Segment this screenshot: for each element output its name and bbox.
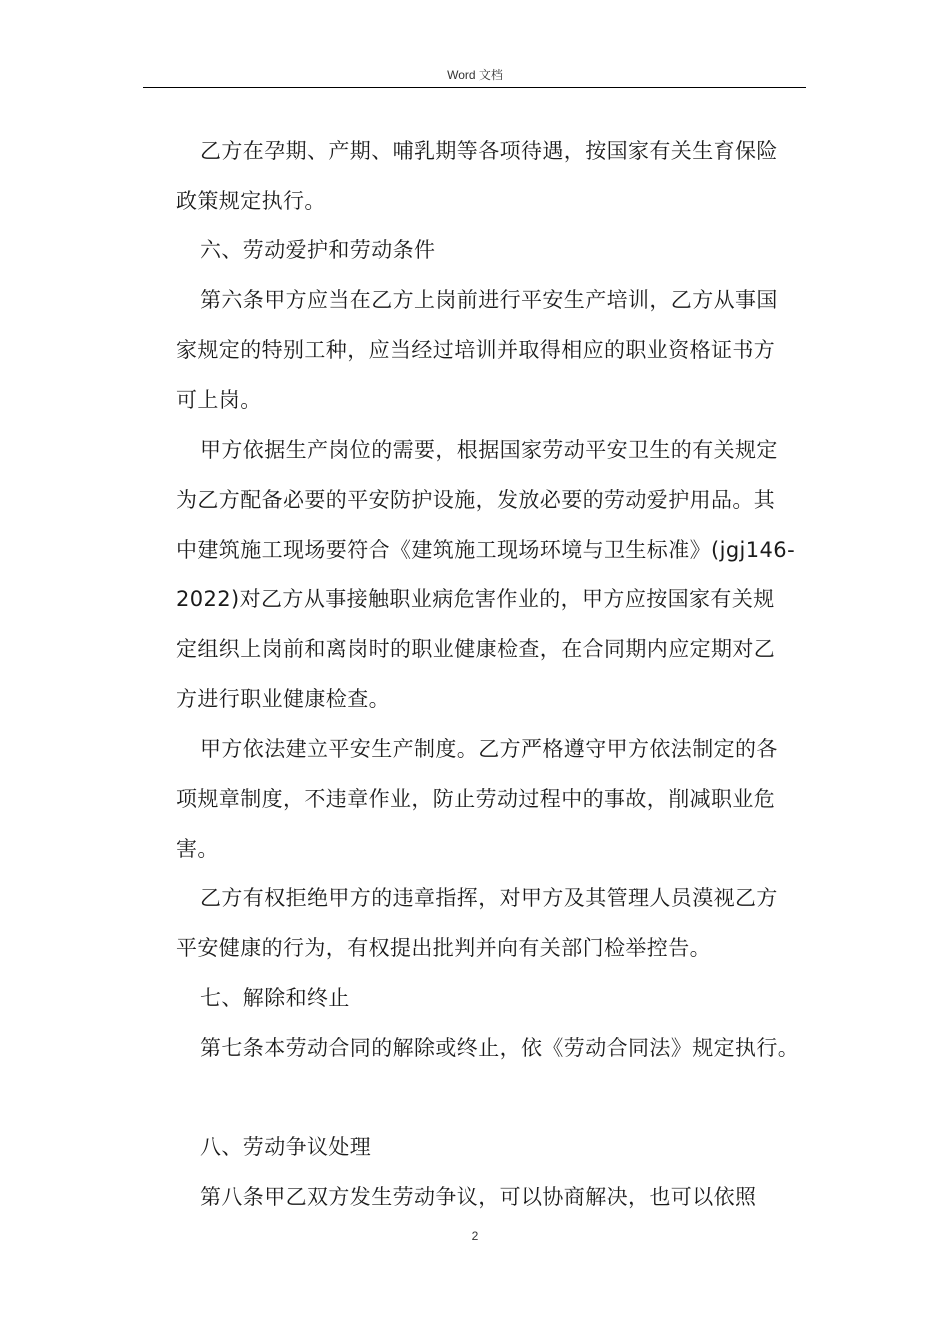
- header-title: Word 文档: [447, 68, 503, 82]
- text-line: 第六条甲方应当在乙方上岗前进行平安生产培训，乙方从事国: [200, 288, 778, 312]
- header-divider: [143, 87, 806, 88]
- text-line: 乙方有权拒绝甲方的违章指挥，对甲方及其管理人员漠视乙方: [200, 886, 778, 910]
- text-line: 政策规定执行。: [176, 189, 326, 213]
- text-line: 第七条本劳动合同的解除或终止，依《劳动合同法》规定执行。: [200, 1036, 800, 1060]
- text-line: 甲方依据生产岗位的需要，根据国家劳动平安卫生的有关规定: [200, 438, 778, 462]
- text-line: 方进行职业健康检查。: [176, 687, 390, 711]
- section-heading: 七、解除和终止: [200, 986, 350, 1010]
- text-line: 可上岗。: [176, 388, 262, 412]
- text-line: 平安健康的行为，有权提出批判并向有关部门检举控告。: [176, 936, 711, 960]
- text-line: 乙方在孕期、产期、哺乳期等各项待遇，按国家有关生育保险: [200, 139, 778, 163]
- text-line: 害。: [176, 837, 219, 861]
- section-heading: 八、劳动争议处理: [200, 1135, 372, 1159]
- text-line: 2022)对乙方从事接触职业病危害作业的，甲方应按国家有关规: [176, 587, 775, 611]
- text-line: 中建筑施工现场要符合《建筑施工现场环境与卫生标准》(jgj146-: [176, 538, 796, 562]
- text-line: 为乙方配备必要的平安防护设施，发放必要的劳动爱护用品。其: [176, 488, 776, 512]
- text-line: 项规章制度，不违章作业，防止劳动过程中的事故，削减职业危: [176, 787, 776, 811]
- page-number: 2: [471, 1229, 479, 1243]
- text-line: 甲方依法建立平安生产制度。乙方严格遵守甲方依法制定的各: [200, 737, 778, 761]
- text-line: 第八条甲乙双方发生劳动争议，可以协商解决，也可以依照: [200, 1185, 757, 1209]
- section-heading: 六、劳动爱护和劳动条件: [200, 238, 436, 262]
- text-line: 家规定的特别工种，应当经过培训并取得相应的职业资格证书方: [176, 338, 776, 362]
- text-line: 定组织上岗前和离岗时的职业健康检查，在合同期内应定期对乙: [176, 637, 776, 661]
